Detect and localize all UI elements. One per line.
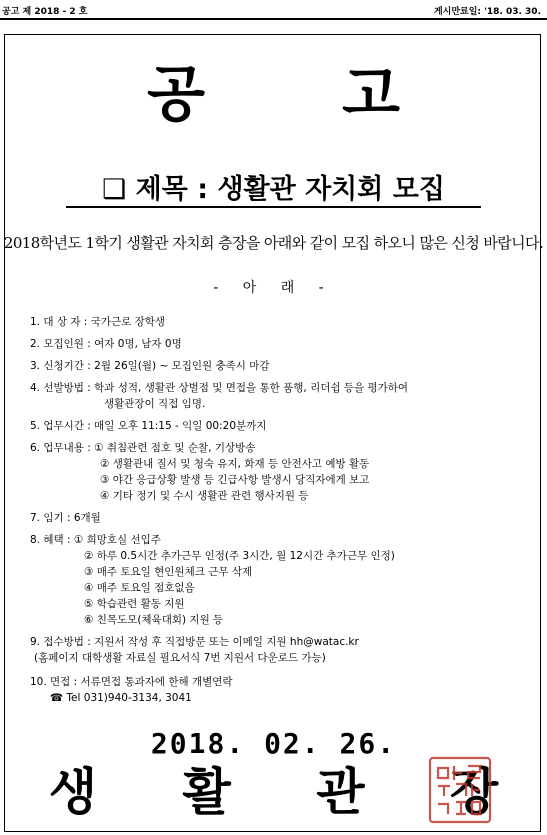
intro-text: 2018학년도 1학기 생활관 자치회 층장을 아래와 같이 모집 하오니 많은 신청 바랍니다. <box>3 234 544 252</box>
benefit-4: ④ 매주 토요일 점호없음 <box>84 582 195 594</box>
benefit-2: ② 하루 0.5시간 추가근무 인정(주 3시간, 월 12시간 추가근무 인정) <box>84 550 395 562</box>
contact-phone: ☎ Tel 031)940-3134, 3041 <box>50 692 192 704</box>
item-target: 1. 대 상 자 : 국가근로 장학생 <box>30 316 166 328</box>
item-interview: 10. 면접 : 서류면접 통과자에 한해 개별연락 <box>30 676 233 688</box>
item-method-cont: 생활관장이 직접 임명. <box>104 398 206 410</box>
item-benefits: 8. 혜택 : ① 희망호실 선입주 <box>30 534 161 546</box>
item-hours: 5. 업무시간 : 매일 오후 11:15 - 익일 00:20분까지 <box>30 420 267 432</box>
official-seal-stamp <box>428 756 492 824</box>
item-method: 4. 선발방법 : 학과 성적, 생활관 상벌점 및 면접을 통한 품행, 리더쉽 등을 평가하여 <box>30 382 409 394</box>
signer-title: 생 활 관 장 <box>48 763 533 821</box>
subject-underline <box>66 206 481 208</box>
duty-3: ③ 야간 응급상황 발생 등 긴급사항 발생시 당직자에게 보고 <box>100 474 370 486</box>
item-apply-cont: (홈페이지 대학생활 자료실 필요서식 7번 지원서 다운로드 가능) <box>34 652 326 664</box>
item-apply: 9. 접수방법 : 지원서 작성 후 직접방문 또는 이메일 지원 hh@watac.kr <box>30 636 359 648</box>
item-duties: 6. 업무내용 : ① 취침관련 점호 및 순찰, 기상방송 <box>30 442 256 454</box>
document-number: 공고 제 2018 - 2 호 <box>2 7 88 17</box>
benefit-3: ③ 매주 토요일 현인원체크 근무 삭제 <box>84 566 253 578</box>
duty-2: ② 생활관내 질서 및 청숙 유지, 화재 등 안전사고 예방 활동 <box>100 458 370 470</box>
item-headcount: 2. 모집인원 : 여자 0명, 남자 0명 <box>30 338 182 350</box>
notice-title: 공 고 <box>147 60 458 130</box>
duty-4: ④ 기타 정기 및 수시 생활관 관련 행사지원 등 <box>100 490 309 502</box>
header-divider <box>0 18 547 20</box>
below-label: - 아 래 - <box>213 280 334 296</box>
benefit-6: ⑥ 친목도모(체육대회) 지원 등 <box>84 614 224 626</box>
subject-heading: ❑ 제목 : 생활관 자치회 모집 <box>102 174 445 205</box>
item-term: 7. 임기 : 6개월 <box>30 512 101 524</box>
item-period: 3. 신청기간 : 2월 26일(월) ~ 모집인원 충족시 마감 <box>30 360 270 372</box>
posting-deadline: 게시만료일: '18. 03. 30. <box>433 7 541 17</box>
notice-date: 2018. 02. 26. <box>150 727 397 760</box>
benefit-5: ⑤ 학습관련 활동 지원 <box>84 598 185 610</box>
